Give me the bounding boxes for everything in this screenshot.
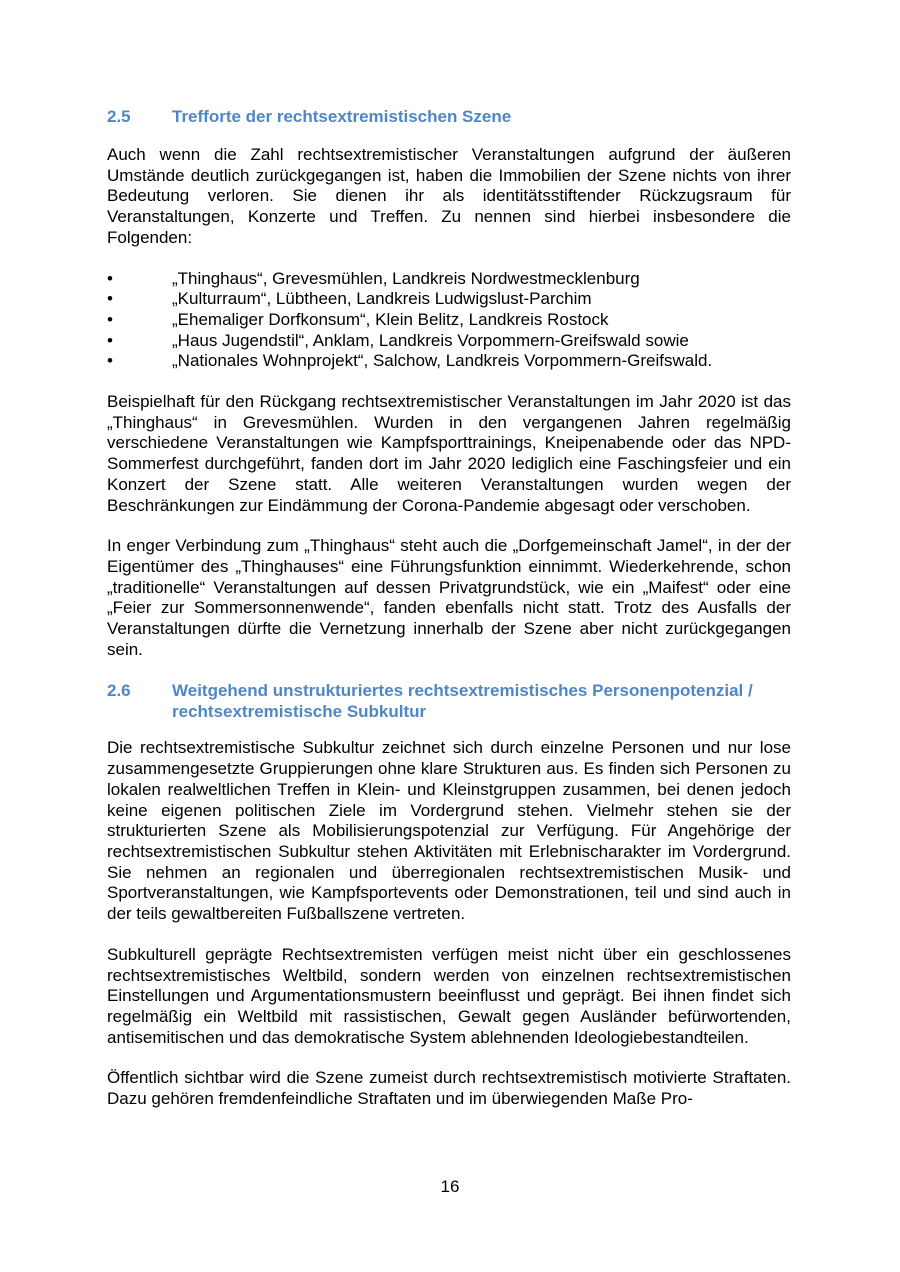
bullet-icon: • bbox=[107, 351, 113, 371]
list-item bbox=[107, 289, 791, 310]
list-item bbox=[107, 310, 791, 331]
list-item bbox=[107, 351, 791, 372]
paragraph: Die rechtsextremistische Subkultur zeichnet sich durch einzelne Personen und nur lose zusammengesetzte Gruppierungen ohne klare Strukturen aus. Es finden sich Personen zu lokalen realweltlichen Treffen in Klein- und Kleinstgruppen zusammen, bei denen jedoch keine eigenen politischen Ziele im Vordergrund stehen. Vielmehr stehen sie der strukturierten Szene als Mobilisierungspotenzial zur Verfügung. Für Angehörige der rechtsextremistischen Subkultur stehen Aktivitäten mit Erlebnischarakter im Vordergrund. Sie nehmen an regionalen und überregionalen rechtsextremistischen Musik- und Sportveranstaltungen, wie Kampfsportevents oder Demonstrationen, teil und sind auch in der teils gewaltbereiten Fußballszene vertreten. bbox=[107, 738, 791, 924]
list-item-text: „Thinghaus“, Grevesmühlen, Landkreis Nordwestmecklenburg bbox=[172, 268, 640, 288]
section-title: Trefforte der rechtsextremistischen Szene bbox=[172, 107, 512, 126]
paragraph: Subkulturell geprägte Rechtsextremisten verfügen meist nicht über ein geschlossenes rechtsextremistisches Weltbild, sondern werden von einzelnen rechtsextremistischen Einstellungen und Argumentationsmustern beeinflusst und geprägt. Bei ihnen findet sich regelmäßig ein Weltbild mit rassistischen, Gewalt gegen Ausländer befürwortenden, antisemitischen und das demokratische System ablehnenden Ideologiebestandteilen. bbox=[107, 944, 791, 1047]
bullet-icon: • bbox=[107, 268, 113, 288]
bullet-icon: • bbox=[107, 309, 113, 329]
section-number: 2.5 bbox=[107, 107, 131, 126]
paragraph: Öffentlich sichtbar wird die Szene zumeist durch rechtsextremistisch motivierte Straftaten. Dazu gehören fremdenfeindliche Straftaten und im überwiegenden Maße Pro- bbox=[107, 1068, 791, 1109]
section-heading-2-6 bbox=[107, 680, 791, 722]
bullet-icon: • bbox=[107, 330, 113, 350]
paragraph: In enger Verbindung zum „Thinghaus“ steht auch die „Dorfgemeinschaft Jamel“, in der der Eigentümer des „Thinghauses“ eine Führungsfunktion einnimmt. Wiederkehrende, schon „traditionelle“ Veranstaltungen auf dessen Privatgrundstück, wie ein „Maifest“ oder eine „Feier zur Sommersonnenwende“, fanden ebenfalls nicht statt. Trotz des Ausfalls der Veranstaltungen dürfte die Vernetzung innerhalb der Szene aber nicht zurückgegangen sein. bbox=[107, 536, 791, 659]
section-heading-2-5 bbox=[107, 106, 791, 127]
venue-list bbox=[107, 269, 791, 373]
section-number: 2.6 bbox=[107, 681, 131, 701]
list-item-text: „Nationales Wohnprojekt“, Salchow, Landkreis Vorpommern-Greifswald. bbox=[172, 351, 713, 371]
page-number: 16 bbox=[440, 1177, 460, 1196]
list-item bbox=[107, 331, 791, 352]
paragraph: Beispielhaft für den Rückgang rechtsextremistischer Veranstaltungen im Jahr 2020 ist das „Thinghaus“ in Grevesmühlen. Wurden in den vergangenen Jahren regelmäßig verschiedene Veranstaltungen wie Kampfsporttrainings, Kneipenabende oder das NPD-Sommerfest durchgeführt, fanden dort im Jahr 2020 lediglich eine Faschingsfeier und ein Konzert der Szene statt. Alle weiteren Veranstaltungen wurden wegen der Beschränkungen zur Eindämmung der Corona-Pandemie abgesagt oder verschoben. bbox=[107, 392, 791, 515]
list-item-text: „Ehemaliger Dorfkonsum“, Klein Belitz, Landkreis Rostock bbox=[172, 309, 609, 329]
list-item bbox=[107, 269, 791, 290]
paragraph: Auch wenn die Zahl rechtsextremistischer Veranstaltungen aufgrund der äußeren Umstände deutlich zurückgegangen ist, haben die Immobilien der Szene nichts von ihrer Bedeutung verloren. Sie dienen ihr als identitätsstiftender Rückzugsraum für Veranstaltungen, Konzerte und Treffen. Zu nennen sind hierbei insbesondere die Folgenden: bbox=[107, 145, 791, 247]
document-body bbox=[107, 106, 791, 1110]
list-item-text: „Kulturraum“, Lübtheen, Landkreis Ludwigslust-Parchim bbox=[172, 289, 592, 309]
list-item-text: „Haus Jugendstil“, Anklam, Landkreis Vorpommern-Greifswald sowie bbox=[172, 330, 689, 350]
bullet-icon: • bbox=[107, 289, 113, 309]
section-title: Weitgehend unstrukturiertes rechtsextremistisches Personenpotenzial / rechtsextremistische Subkultur bbox=[172, 681, 753, 722]
